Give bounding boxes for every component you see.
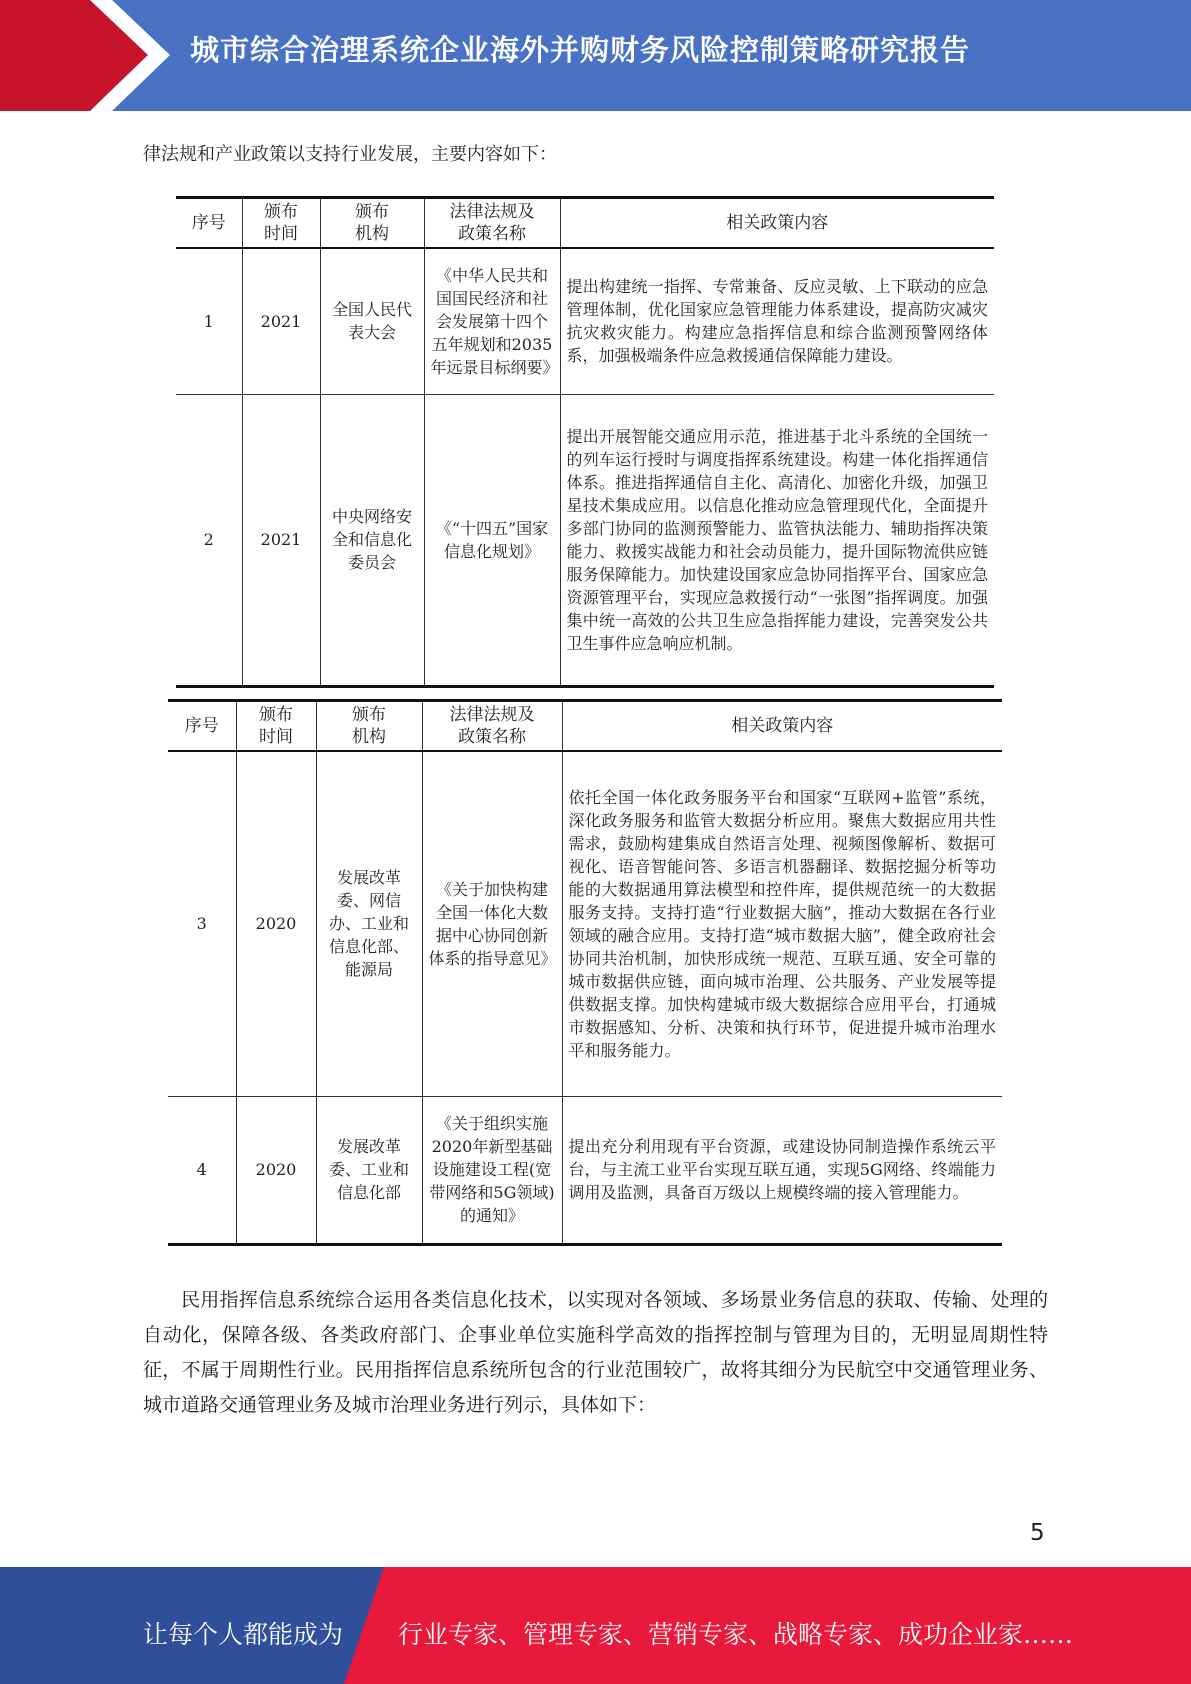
header-banner bbox=[0, 0, 1191, 111]
page-number: 5 bbox=[1030, 1520, 1045, 1546]
row-number: 1 bbox=[176, 248, 242, 394]
header-no: 序号 bbox=[168, 701, 236, 752]
table-header-row bbox=[168, 701, 1002, 752]
header-content: 相关政策内容 bbox=[560, 198, 994, 249]
row-law: 《关于组织实施2020年新型基础设施建设工程(宽带网络和5G领域)的通知》 bbox=[422, 1096, 562, 1244]
row-year: 2021 bbox=[242, 394, 320, 686]
row-number: 2 bbox=[176, 394, 242, 686]
row-year: 2021 bbox=[242, 248, 320, 394]
header-law: 法律法规及 政策名称 bbox=[422, 701, 562, 752]
row-org: 全国人民代表大会 bbox=[320, 248, 424, 394]
row-law: 《关于加快构建全国一体化大数据中心协同创新体系的指导意见》 bbox=[422, 751, 562, 1096]
table-row bbox=[176, 248, 994, 394]
row-year: 2020 bbox=[236, 751, 316, 1096]
footer-banner bbox=[0, 1567, 1191, 1684]
row-content: 提出开展智能交通应用示范，推进基于北斗系统的全国统一的列车运行授时与调度指挥系统建设。构建一体化指挥通信体系。推进指挥通信自主化、高清化、加密化升级，加强卫星技术集成应用。以信息化推动应急管理现代化，全面提升多部门协同的监测预警能力、监管执法能力、辅助指挥决策能力、救援实战能力和社会动员能力，提升国际物流供应链服务保障能力。加快建设国家应急协同指挥平台、国家应急资源管理平台，实现应急救援行动“一张图”指挥调度。加强集中统一高效的公共卫生应急指挥能力建设，完善突发公共卫生事件应急响应机制。 bbox=[560, 394, 994, 686]
intro-text: 律法规和产业政策以支持行业发展，主要内容如下： bbox=[143, 144, 557, 165]
row-content: 依托全国一体化政务服务平台和国家“互联网+监管”系统，深化政务服务和监管大数据分析应用。聚焦大数据应用共性需求，鼓励构建集成自然语言处理、视频图像解析、数据可视化、语音智能问答、多语言机器翻译、数据挖掘分析等功能的大数据通用算法模型和控件库，提供规范统一的大数据服务支持。支持打造“行业数据大脑”，推动大数据在各行业领域的融合应用。支持打造“城市数据大脑”，健全政府社会协同共治机制，加快形成统一规范、互联互通、安全可靠的城市数据供应链，面向城市治理、公共服务、产业发展等提供数据支撑。加快构建城市级大数据综合应用平台，打通城市数据感知、分析、决策和执行环节，促进提升城市治理水平和服务能力。 bbox=[562, 751, 1002, 1096]
header-content: 相关政策内容 bbox=[562, 701, 1002, 752]
header-date: 颁布 时间 bbox=[236, 701, 316, 752]
table-header-row bbox=[176, 198, 994, 249]
header-no: 序号 bbox=[176, 198, 242, 249]
body-paragraph bbox=[143, 1283, 1048, 1423]
header-org: 颁布 机构 bbox=[316, 701, 422, 752]
row-law: 《中华人民共和国国民经济和社会发展第十四个五年规划和2035年远景目标纲要》 bbox=[424, 248, 560, 394]
row-year: 2020 bbox=[236, 1096, 316, 1244]
table-row bbox=[168, 751, 1002, 1096]
footer-slogan-right: 行业专家、管理专家、营销专家、战略专家、成功企业家…… bbox=[398, 1620, 1074, 1649]
row-org: 中央网络安全和信息化委员会 bbox=[320, 394, 424, 686]
row-content: 提出充分利用现有平台资源，或建设协同制造操作系统云平台，与主流工业平台实现互联互通，实现5G网络、终端能力调用及监测，具备百万级以上规模终端的接入管理能力。 bbox=[562, 1096, 1002, 1244]
policy-table-1 bbox=[176, 196, 994, 688]
policy-table-2 bbox=[168, 699, 1002, 1246]
table-row bbox=[168, 1096, 1002, 1244]
header-law: 法律法规及 政策名称 bbox=[424, 198, 560, 249]
header-date: 颁布 时间 bbox=[242, 198, 320, 249]
paragraph-text: 民用指挥信息系统综合运用各类信息化技术，以实现对各领域、多场景业务信息的获取、传输、处理的自动化，保障各级、各类政府部门、企事业单位实施科学高效的指挥控制与管理为目的，无明显周期性特征，不属于周期性行业。民用指挥信息系统所包含的行业范围较广，故将其细分为民航空中交通管理业务、城市道路交通管理业务及城市治理业务进行列示，具体如下： bbox=[143, 1289, 1048, 1416]
report-title: 城市综合治理系统企业海外并购财务风险控制策略研究报告 bbox=[190, 33, 971, 67]
table-row bbox=[176, 394, 994, 686]
row-content: 提出构建统一指挥、专常兼备、反应灵敏、上下联动的应急管理体制，优化国家应急管理能力体系建设，提高防灾减灾抗灾救灾能力。构建应急指挥信息和综合监测预警网络体系，加强极端条件应急救援通信保障能力建设。 bbox=[560, 248, 994, 394]
row-number: 3 bbox=[168, 751, 236, 1096]
row-org: 发展改革委、工业和信息化部 bbox=[316, 1096, 422, 1244]
header-org: 颁布 机构 bbox=[320, 198, 424, 249]
row-law: 《“十四五”国家信息化规划》 bbox=[424, 394, 560, 686]
row-org: 发展改革委、网信办、工业和信息化部、能源局 bbox=[316, 751, 422, 1096]
row-number: 4 bbox=[168, 1096, 236, 1244]
footer-slogan-left: 让每个人都能成为 bbox=[143, 1620, 344, 1649]
